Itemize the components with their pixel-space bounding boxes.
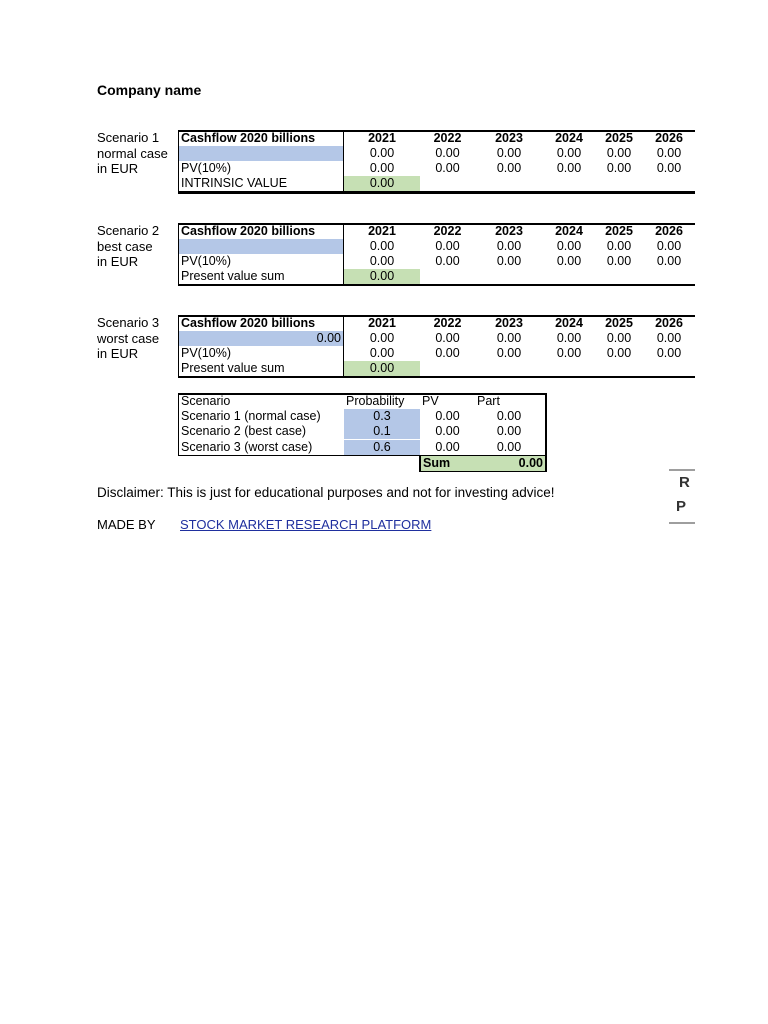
year-header: 2021 xyxy=(368,224,396,238)
cashflow-value: 0.00 xyxy=(606,146,632,160)
sum-label: INTRINSIC VALUE xyxy=(181,176,288,190)
year-header: 2022 xyxy=(433,316,462,330)
pv-value: 0.00 xyxy=(369,346,395,360)
year-header: 2021 xyxy=(368,316,396,330)
cashflow-value: 0.00 xyxy=(369,146,395,160)
sum-label: Present value sum xyxy=(181,361,285,375)
cashflow-value: 0.00 xyxy=(556,239,582,253)
pv-value: 0.00 xyxy=(556,254,582,268)
cashflow-input xyxy=(179,146,343,161)
logo-bottom-bar xyxy=(669,522,695,524)
cashflow-input xyxy=(179,239,343,254)
pv-value: 0.00 xyxy=(435,161,460,175)
made-by-label: MADE BY xyxy=(97,517,156,532)
cashflow-value: 0.00 xyxy=(369,239,395,253)
cashflow-value: 0.00 xyxy=(656,331,682,345)
year-header: 2026 xyxy=(655,316,683,330)
cashflow-value: 0.00 xyxy=(556,146,582,160)
summary-pv: 0.00 xyxy=(435,440,460,454)
pv-value: 0.00 xyxy=(435,346,460,360)
summary-part: 0.00 xyxy=(496,424,522,438)
sum-label: Present value sum xyxy=(181,269,285,283)
pv-label: PV(10%) xyxy=(181,346,232,360)
cashflow-value: 0.00 xyxy=(369,331,395,345)
table-bottom-border xyxy=(178,191,695,194)
year-header: 2021 xyxy=(368,131,396,145)
pv-value: 0.00 xyxy=(369,254,395,268)
pv-label: PV(10%) xyxy=(181,254,232,268)
pv-value: 0.00 xyxy=(606,346,632,360)
year-header: 2025 xyxy=(605,131,633,145)
pv-value: 0.00 xyxy=(556,346,582,360)
summary-header: Part xyxy=(477,394,500,408)
year-header: 2024 xyxy=(555,224,583,238)
table-bottom-border xyxy=(178,284,695,286)
summary-sum-value: 0.00 xyxy=(475,456,545,471)
scenario-side-label: worst case xyxy=(97,330,160,346)
table-header-label: Cashflow 2020 billions xyxy=(181,131,316,145)
summary-scenario-name: Scenario 3 (worst case) xyxy=(181,440,313,454)
table-bottom-border xyxy=(178,376,695,378)
pv-value: 0.00 xyxy=(369,161,395,175)
cashflow-value: 0.00 xyxy=(496,146,522,160)
scenario-side-label: in EUR xyxy=(97,346,139,361)
year-header: 2022 xyxy=(433,131,462,145)
logo-letter-r: R xyxy=(679,474,690,491)
logo-letter-p: P xyxy=(676,498,687,515)
pv-value: 0.00 xyxy=(556,161,582,175)
cashflow-value: 0.00 xyxy=(556,331,582,345)
year-header: 2024 xyxy=(555,131,583,145)
year-header: 2026 xyxy=(655,131,683,145)
summary-header: PV xyxy=(422,394,439,408)
cashflow-value: 0.00 xyxy=(656,146,682,160)
summary-pv: 0.00 xyxy=(435,424,460,438)
summary-pv: 0.00 xyxy=(435,409,460,423)
summary-header: Probability xyxy=(346,394,405,408)
pv-value: 0.00 xyxy=(606,254,632,268)
summary-scenario-name: Scenario 2 (best case) xyxy=(181,424,307,438)
cashflow-value: 0.00 xyxy=(606,331,632,345)
summary-probability: 0.1 xyxy=(344,424,420,439)
summary-part: 0.00 xyxy=(496,440,522,454)
pv-value: 0.00 xyxy=(496,254,522,268)
scenario-side-label: normal case xyxy=(97,145,168,161)
logo-top-bar xyxy=(669,469,695,471)
scenario-side-label: best case xyxy=(97,238,153,254)
year-header: 2025 xyxy=(605,224,633,238)
pv-value: 0.00 xyxy=(656,254,682,268)
pv-value: 0.00 xyxy=(435,254,460,268)
summary-header: Scenario xyxy=(181,394,231,408)
pv-value: 0.00 xyxy=(656,346,682,360)
pv-value: 0.00 xyxy=(496,346,522,360)
pv-value: 0.00 xyxy=(606,161,632,175)
year-header: 2023 xyxy=(495,131,523,145)
sum-value: 0.00 xyxy=(344,269,420,284)
year-header: 2022 xyxy=(433,224,462,238)
year-header: 2026 xyxy=(655,224,683,238)
year-header: 2023 xyxy=(495,224,523,238)
sum-value: 0.00 xyxy=(344,176,420,191)
pv-value: 0.00 xyxy=(656,161,682,175)
cashflow-value: 0.00 xyxy=(435,146,460,160)
disclaimer-text: Disclaimer: This is just for educational purposes and not for investing advice! xyxy=(97,485,555,500)
table-header-label: Cashflow 2020 billions xyxy=(181,224,316,238)
cashflow-value: 0.00 xyxy=(496,331,522,345)
summary-part: 0.00 xyxy=(496,409,522,423)
platform-link[interactable]: STOCK MARKET RESEARCH PLATFORM xyxy=(180,517,432,532)
scenario-side-label: in EUR xyxy=(97,254,139,269)
summary-scenario-name: Scenario 1 (normal case) xyxy=(181,409,321,423)
cashflow-value: 0.00 xyxy=(656,239,682,253)
summary-sum-label: Sum xyxy=(421,456,475,471)
year-header: 2025 xyxy=(605,316,633,330)
table-header-label: Cashflow 2020 billions xyxy=(181,316,316,330)
year-header: 2023 xyxy=(495,316,523,330)
year-header: 2024 xyxy=(555,316,583,330)
cashflow-value: 0.00 xyxy=(606,239,632,253)
scenario-side-label: in EUR xyxy=(97,161,139,176)
summary-probability: 0.6 xyxy=(344,440,420,455)
scenario-side-label: Scenario 3 xyxy=(97,315,160,330)
cashflow-value: 0.00 xyxy=(435,331,460,345)
scenario-side-label: Scenario 1 xyxy=(97,130,160,145)
scenario-side-label: Scenario 2 xyxy=(97,223,160,238)
cashflow-input: 0.00 xyxy=(179,331,343,346)
sum-value: 0.00 xyxy=(344,361,420,376)
pv-label: PV(10%) xyxy=(181,161,232,175)
summary-right-border xyxy=(545,393,547,471)
pv-value: 0.00 xyxy=(496,161,522,175)
cashflow-value: 0.00 xyxy=(435,239,460,253)
cashflow-value: 0.00 xyxy=(496,239,522,253)
summary-probability: 0.3 xyxy=(344,409,420,424)
company-name: Company name xyxy=(97,82,202,98)
